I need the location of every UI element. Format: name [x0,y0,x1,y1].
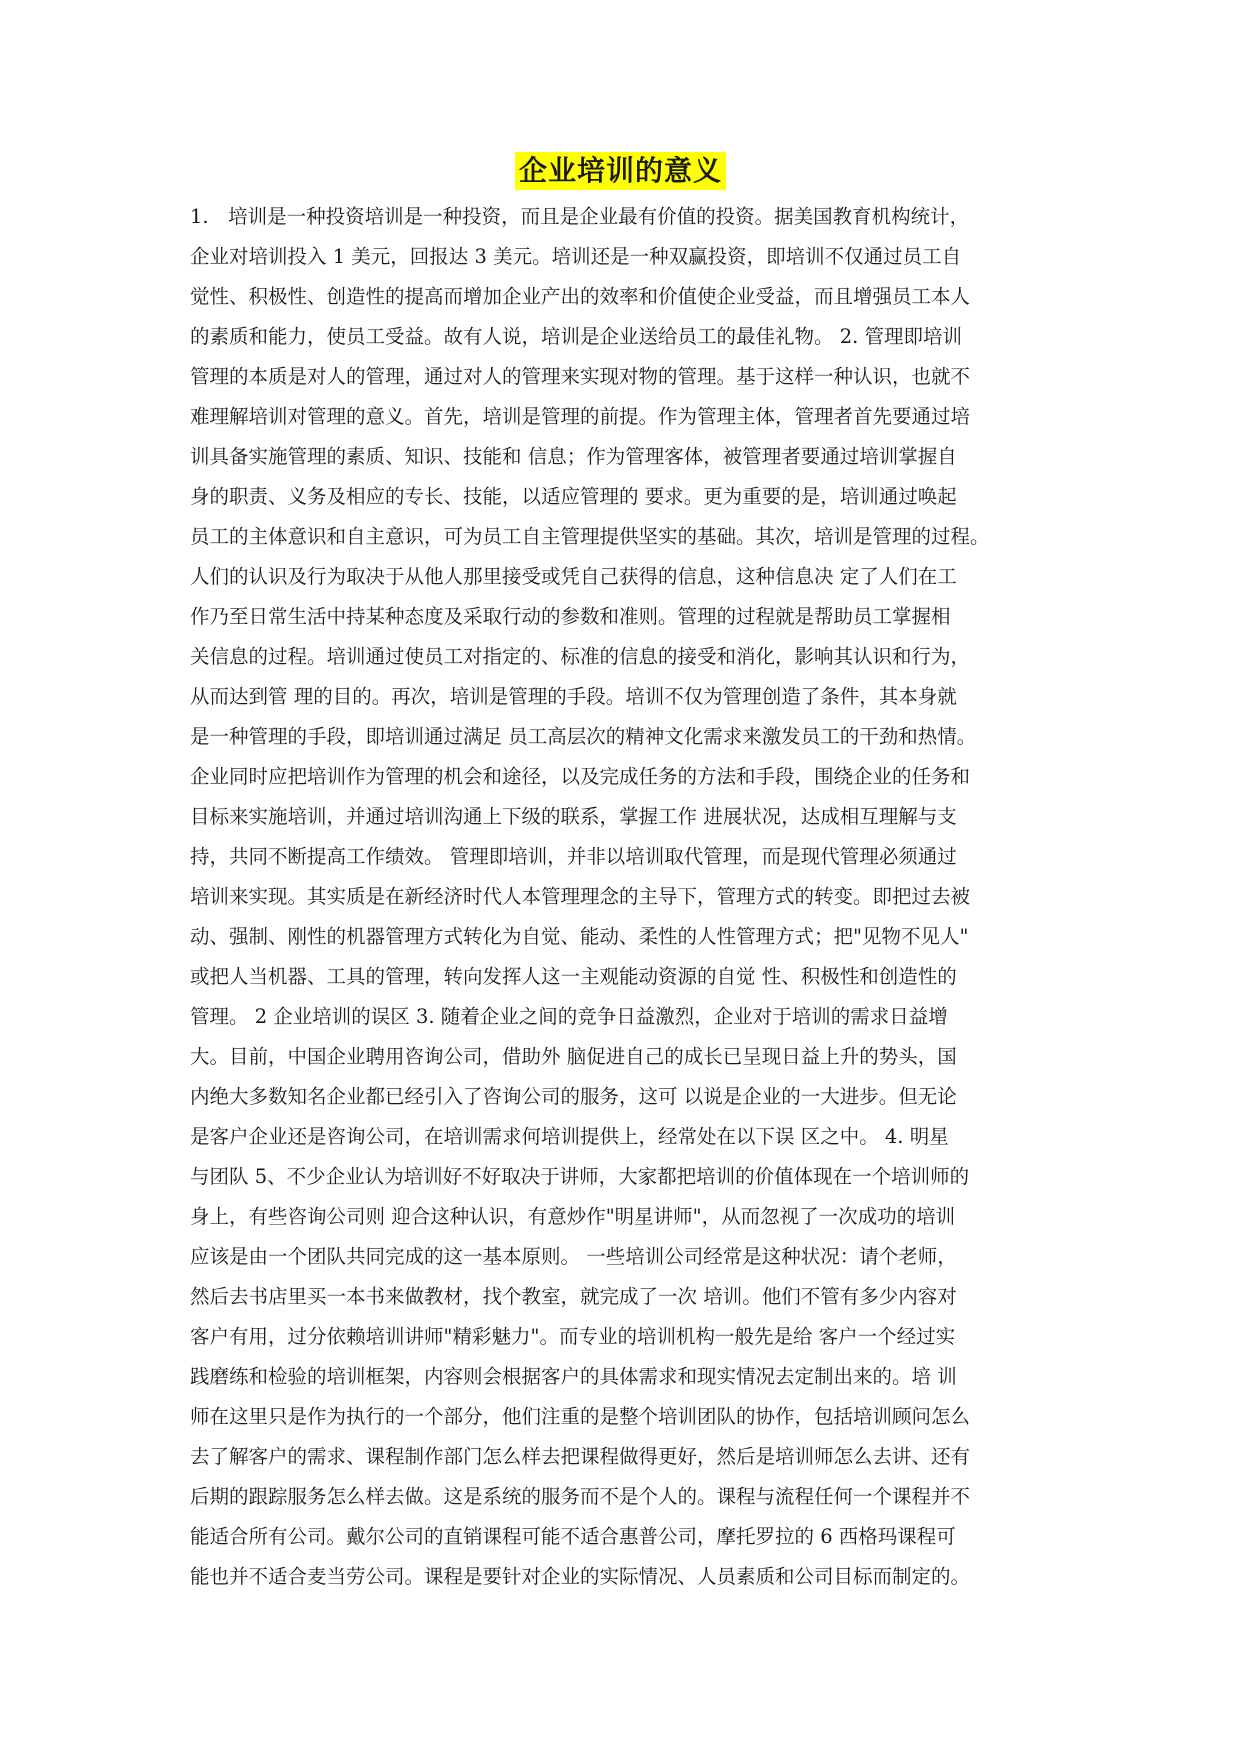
title-block [0,152,1241,190]
text-line: 后期的跟踪服务怎么样去做。这是系统的服务而不是个人的。课程与流程任何一个课程并不 [190,1485,971,1508]
text-line: 动、强制、刚性的机器管理方式转化为自觉、能动、柔性的人性管理方式；把"见物不见人" [190,925,969,948]
text-line: 与团队 5、不少企业认为培训好不好取决于讲师，大家都把培训的价值体现在一个培训师的 [190,1165,970,1188]
text-line: 管理的本质是对人的管理，通过对人的管理来实现对物的管理。基于这样一种认识，也就不 [190,365,971,388]
text-line: 是客户企业还是咨询公司，在培训需求何培训提供上，经常处在以下误 区之中。 4. 明星 [190,1125,949,1148]
text-line: 关信息的过程。培训通过使员工对指定的、标准的信息的接受和消化，影响其认识和行为， [190,645,971,668]
text-line: 客户有用，过分依赖培训讲师"精彩魅力"。而专业的培训机构一般先是给 客户一个经过实 [190,1325,956,1348]
text-line: 1. 培训是一种投资培训是一种投资，而且是企业最有价值的投资。据美国教育机构统计， [190,205,970,228]
text-line: 是一种管理的手段，即培训通过满足 员工高层次的精神文化需求来激发员工的干劲和热情。 [190,725,977,748]
page-title: 企业培训的意义 [515,152,726,190]
text-line: 践磨练和检验的培训框架，内容则会根据客户的具体需求和现实情况去定制出来的。培 训 [190,1365,957,1388]
text-line: 觉性、积极性、创造性的提高而增加企业产出的效率和价值使企业受益，而且增强员工本人 [190,285,971,308]
text-line: 培训来实现。其实质是在新经济时代人本管理理念的主导下，管理方式的转变。即把过去被 [190,885,971,908]
text-line: 难理解培训对管理的意义。首先，培训是管理的前提。作为管理主体，管理者首先要通过培 [190,405,971,428]
text-line: 作乃至日常生活中持某种态度及采取行动的参数和准则。管理的过程就是帮助员工掌握相 [190,605,951,628]
text-line: 从而达到管 理的目的。再次，培训是管理的手段。培训不仅为管理创造了条件，其本身就 [190,685,957,708]
text-line: 然后去书店里买一本书来做教材，找个教室，就完成了一次 培训。他们不管有多少内容对 [190,1285,957,1308]
text-line: 或把人当机器、工具的管理，转向发挥人这一主观能动资源的自觉 性、积极性和创造性的 [190,965,957,988]
text-line: 能也并不适合麦当劳公司。课程是要针对企业的实际情况、人员素质和公司目标而制定的。 [190,1565,971,1588]
text-line: 内绝大多数知名企业都已经引入了咨询公司的服务，这可 以说是企业的一大进步。但无论 [190,1085,957,1108]
text-line: 师在这里只是作为执行的一个部分，他们注重的是整个培训团队的协作，包括培训顾问怎么 [190,1405,971,1428]
text-line: 目标来实施培训，并通过培训沟通上下级的联系，掌握工作 进展状况，达成相互理解与支 [190,805,957,828]
text-line: 持，共同不断提高工作绩效。 管理即培训，并非以培训取代管理，而是现代管理必须通过 [190,845,957,868]
text-line: 企业同时应把培训作为管理的机会和途径，以及完成任务的方法和手段，围绕企业的任务和 [190,765,971,788]
text-line: 管理。 2 企业培训的误区 3. 随着企业之间的竞争日益激烈，企业对于培训的需求日益增 [190,1005,948,1028]
text-line: 能适合所有公司。戴尔公司的直销课程可能不适合惠普公司，摩托罗拉的 6 西格玛课程可 [190,1525,956,1548]
text-line: 企业对培训投入 1 美元，回报达 3 美元。培训还是一种双赢投资，即培训不仅通过员工自 [190,245,962,268]
text-line: 身上，有些咨询公司则 迎合这种认识，有意炒作"明星讲师"，从而忽视了一次成功的培训 [190,1205,956,1228]
text-line: 身的职责、义务及相应的专长、技能，以适应管理的 要求。更为重要的是，培训通过唤起 [190,485,957,508]
text-line: 去了解客户的需求、课程制作部门怎么样去把课程做得更好，然后是培训师怎么去讲、还有 [190,1445,971,1468]
text-line: 应该是由一个团队共同完成的这一基本原则。 一些培训公司经常是这种状况：请个老师， [190,1245,957,1268]
text-line: 员工的主体意识和自主意识，可为员工自主管理提供坚实的基础。其次，培训是管理的过程。 [190,525,990,548]
text-line: 训具备实施管理的素质、知识、技能和 信息；作为管理客体，被管理者要通过培训掌握自 [190,445,957,468]
text-line: 大。目前，中国企业聘用咨询公司，借助外 脑促进自己的成长已呈现日益上升的势头，国 [190,1045,957,1068]
text-line: 的素质和能力，使员工受益。故有人说，培训是企业送给员工的最佳礼物。 2. 管理即培训 [190,325,963,348]
body-text [190,197,1070,1597]
text-line: 人们的认识及行为取决于从他人那里接受或凭自己获得的信息，这种信息决 定了人们在工 [190,565,957,588]
